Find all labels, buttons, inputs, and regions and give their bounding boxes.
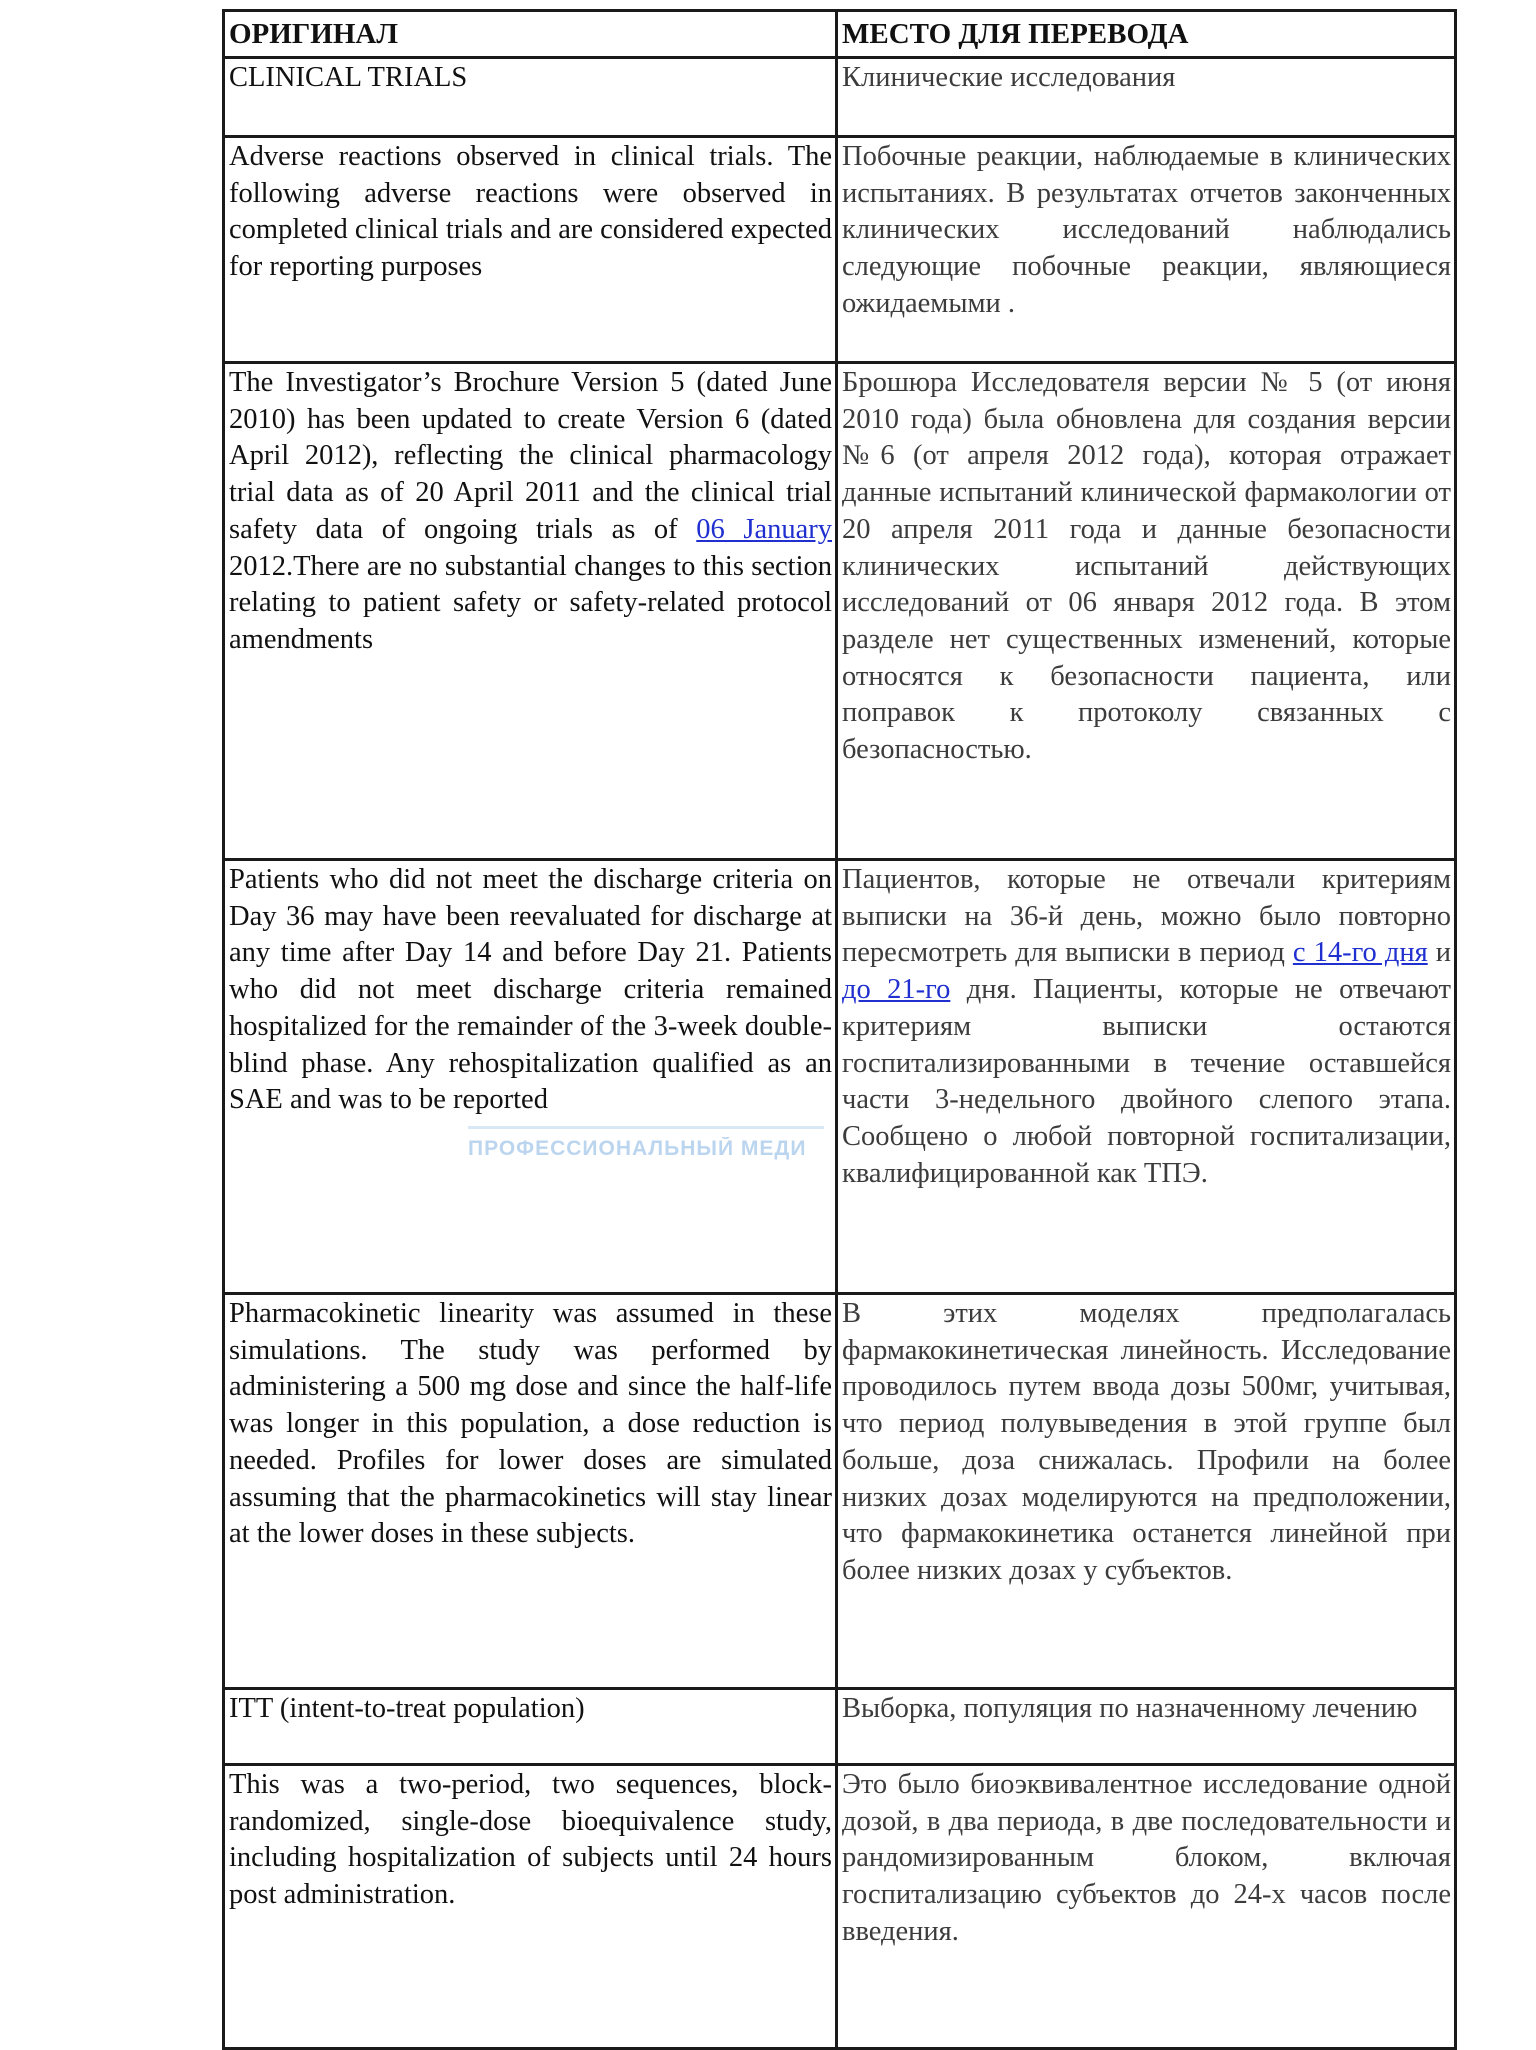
date-link[interactable]: 06 January bbox=[696, 513, 832, 545]
translation-cell[interactable]: Побочные реакции, наблюдаемые в клинических испытаниях. В результатах отчетов законченных клинических исследований наблюдались следующие побочные реакции, являющиеся ожидаемыми . bbox=[837, 137, 1456, 363]
table-row bbox=[224, 860, 1456, 1294]
translation-table bbox=[222, 9, 1457, 2050]
original-cell: Pharmacokinetic linearity was assumed in these simulations. The study was performed by administering a 500 mg dose and since the half-life was longer in this population, a dose reduction is needed. Profiles for lower doses are simulated assuming that the pharmacokinetics will stay linear at the lower doses in these subjects. bbox=[224, 1294, 837, 1689]
original-text: The Investigator’s Brochure Version 5 (dated June 2010) has been updated to create Version 6 (dated April 2012), reflecting the clinical pharmacology trial data as of 20 April 2011 and the clinical trial safety data of ongoing trials as of bbox=[229, 367, 832, 545]
header-translation: МЕСТО ДЛЯ ПЕРЕВОДА bbox=[837, 11, 1456, 58]
table-row bbox=[224, 1294, 1456, 1689]
translation-text: дня. Пациенты, которые не отвечают критериям выписки остаются госпитализированными в течение оставшейся части 3-недельного двойного слепого этапа. Сообщено о любой повторной госпитализации, квалифицированной как ТПЭ. bbox=[842, 974, 1451, 1189]
header-original: ОРИГИНАЛ bbox=[224, 11, 837, 58]
watermark-text: ПРОФЕССИОНАЛЬНЫЙ МЕДИ bbox=[468, 1137, 807, 1160]
original-cell bbox=[224, 363, 837, 860]
table-row bbox=[224, 137, 1456, 363]
day-21-link[interactable]: до 21-го bbox=[842, 974, 951, 1006]
translation-text: и bbox=[1427, 937, 1451, 969]
table-row bbox=[224, 363, 1456, 860]
original-text: 2012.There are no substantial changes to this section relating to patient safety or safety-related protocol amendments bbox=[229, 550, 832, 655]
translation-cell[interactable]: Выборка, популяция по назначенному лечению bbox=[837, 1689, 1456, 1765]
table-row bbox=[224, 1765, 1456, 2049]
day-14-link[interactable]: с 14-го дня bbox=[1292, 937, 1428, 969]
translation-cell[interactable] bbox=[837, 860, 1456, 1294]
translation-text: Пациентов, которые не отвечали критериям выписки на 36-й день, можно было повторно пересмотреть для выписки в период bbox=[842, 864, 1451, 969]
original-cell: Adverse reactions observed in clinical trials. The following adverse reactions were observed in completed clinical trials and are considered expected for reporting purposes bbox=[224, 137, 837, 363]
original-cell: Patients who did not meet the discharge criteria on Day 36 may have been reevaluated for discharge at any time after Day 14 and before Day 21. Patients who did not meet discharge criteria remained hospitalized for the remainder of the 3-week double-blind phase. Any rehospitalization qualified as an SAE and was to be reported bbox=[224, 860, 837, 1294]
original-cell: This was a two-period, two sequences, block-randomized, single-dose bioequivalence study, including hospitalization of subjects until 24 hours post administration. bbox=[224, 1765, 837, 2049]
table-row bbox=[224, 58, 1456, 137]
translation-cell[interactable]: Клинические исследования bbox=[837, 58, 1456, 137]
table-header-row bbox=[224, 11, 1456, 58]
translation-cell[interactable]: В этих моделях предполагалась фармакокинетическая линейность. Исследование проводилось путем ввода дозы 500мг, учитывая, что период полувыведения в этой группе был больше, доза снижалась. Профили на более низких дозах моделируются на предположении, что фармакокинетика останется линейной при более низких дозах у субъектов. bbox=[837, 1294, 1456, 1689]
table-row bbox=[224, 1689, 1456, 1765]
translation-cell[interactable]: Брошюра Исследователя версии № 5 (от июня 2010 года) была обновлена для создания версии №6 (от апреля 2012 года), которая отражает данные испытаний клинической фармакологии от 20 апреля 2011 года и данные безопасности клинических испытаний действующих исследований от 06 января 2012 года. В этом разделе нет существенных изменений, которые относятся к безопасности пациента, или поправок к протоколу связанных с безопасностью. bbox=[837, 363, 1456, 860]
original-cell: ITT (intent-to-treat population) bbox=[224, 1689, 837, 1765]
original-cell: CLINICAL TRIALS bbox=[224, 58, 837, 137]
translation-cell[interactable]: Это было биоэквивалентное исследование одной дозой, в два периода, в две последовательности и рандомизированным блоком, включая госпитализацию субъектов до 24-х часов после введения. bbox=[837, 1765, 1456, 2049]
